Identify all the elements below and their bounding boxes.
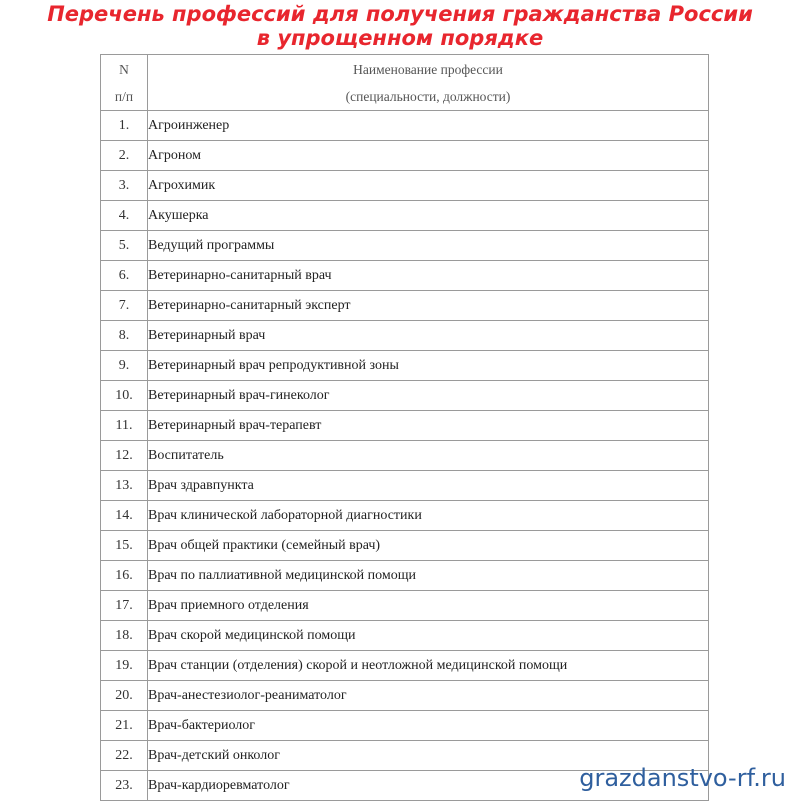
row-profession: Агрохимик xyxy=(148,171,709,201)
table-row xyxy=(101,651,709,681)
row-profession: Ветеринарный врач-гинеколог xyxy=(148,381,709,411)
row-profession: Врач-кардиоревматолог xyxy=(148,771,709,801)
header-number-line-2: п/п xyxy=(114,88,134,104)
row-profession: Ветеринарный врач репродуктивной зоны xyxy=(148,351,709,381)
row-number: 14. xyxy=(101,501,148,531)
table-row xyxy=(101,381,709,411)
row-number: 3. xyxy=(101,171,148,201)
table-row xyxy=(101,441,709,471)
header-profession-line-2: (специальности, должности) xyxy=(345,88,511,104)
row-profession: Врач-анестезиолог-реаниматолог xyxy=(148,681,709,711)
row-profession: Врач здравпункта xyxy=(148,471,709,501)
table-row xyxy=(101,201,709,231)
row-number: 22. xyxy=(101,741,148,771)
table-row xyxy=(101,591,709,621)
table-row xyxy=(101,321,709,351)
table-row xyxy=(101,561,709,591)
row-number: 12. xyxy=(101,441,148,471)
table-row xyxy=(101,291,709,321)
row-number: 4. xyxy=(101,201,148,231)
row-profession: Ветеринарно-санитарный врач xyxy=(148,261,709,291)
row-number: 8. xyxy=(101,321,148,351)
table-row xyxy=(101,411,709,441)
header-number-line-1: N xyxy=(119,61,129,77)
row-profession: Врач общей практики (семейный врач) xyxy=(148,531,709,561)
site-watermark: grazdanstvo-rf.ru xyxy=(579,764,786,792)
table-row xyxy=(101,141,709,171)
row-profession: Агроинженер xyxy=(148,111,709,141)
row-number: 23. xyxy=(101,771,148,801)
row-profession: Воспитатель xyxy=(148,441,709,471)
row-number: 6. xyxy=(101,261,148,291)
row-number: 15. xyxy=(101,531,148,561)
row-number: 9. xyxy=(101,351,148,381)
table-row xyxy=(101,621,709,651)
row-profession: Ветеринарный врач xyxy=(148,321,709,351)
row-profession: Ведущий программы xyxy=(148,231,709,261)
row-profession: Акушерка xyxy=(148,201,709,231)
row-number: 7. xyxy=(101,291,148,321)
row-profession: Врач клинической лабораторной диагностики xyxy=(148,501,709,531)
header-profession xyxy=(148,55,709,111)
title-line-2: в упрощенном порядке xyxy=(256,26,544,50)
table-row xyxy=(101,501,709,531)
row-number: 16. xyxy=(101,561,148,591)
row-number: 17. xyxy=(101,591,148,621)
row-profession: Врач-детский онколог xyxy=(148,741,709,771)
row-profession: Врач-бактериолог xyxy=(148,711,709,741)
table-header-row xyxy=(101,55,709,111)
professions-table xyxy=(100,54,709,801)
row-profession: Врач скорой медицинской помощи xyxy=(148,621,709,651)
table-row xyxy=(101,531,709,561)
table-row xyxy=(101,351,709,381)
table-row xyxy=(101,471,709,501)
row-profession: Ветеринарный врач-терапевт xyxy=(148,411,709,441)
row-number: 20. xyxy=(101,681,148,711)
row-number: 19. xyxy=(101,651,148,681)
row-number: 21. xyxy=(101,711,148,741)
row-number: 10. xyxy=(101,381,148,411)
table-row xyxy=(101,111,709,141)
title-line-1: Перечень профессий для получения гражданства России xyxy=(47,2,753,26)
page-title xyxy=(0,2,800,50)
header-number xyxy=(101,55,148,111)
table-row xyxy=(101,231,709,261)
row-number: 5. xyxy=(101,231,148,261)
table-row xyxy=(101,261,709,291)
table-row xyxy=(101,681,709,711)
row-profession: Врач по паллиативной медицинской помощи xyxy=(148,561,709,591)
row-profession: Врач станции (отделения) скорой и неотложной медицинской помощи xyxy=(148,651,709,681)
table-row xyxy=(101,711,709,741)
table-row xyxy=(101,171,709,201)
row-number: 18. xyxy=(101,621,148,651)
header-profession-line-1: Наименование профессии xyxy=(353,61,503,77)
row-profession: Врач приемного отделения xyxy=(148,591,709,621)
row-profession: Ветеринарно-санитарный эксперт xyxy=(148,291,709,321)
row-number: 2. xyxy=(101,141,148,171)
row-number: 11. xyxy=(101,411,148,441)
row-number: 13. xyxy=(101,471,148,501)
row-number: 1. xyxy=(101,111,148,141)
row-profession: Агроном xyxy=(148,141,709,171)
